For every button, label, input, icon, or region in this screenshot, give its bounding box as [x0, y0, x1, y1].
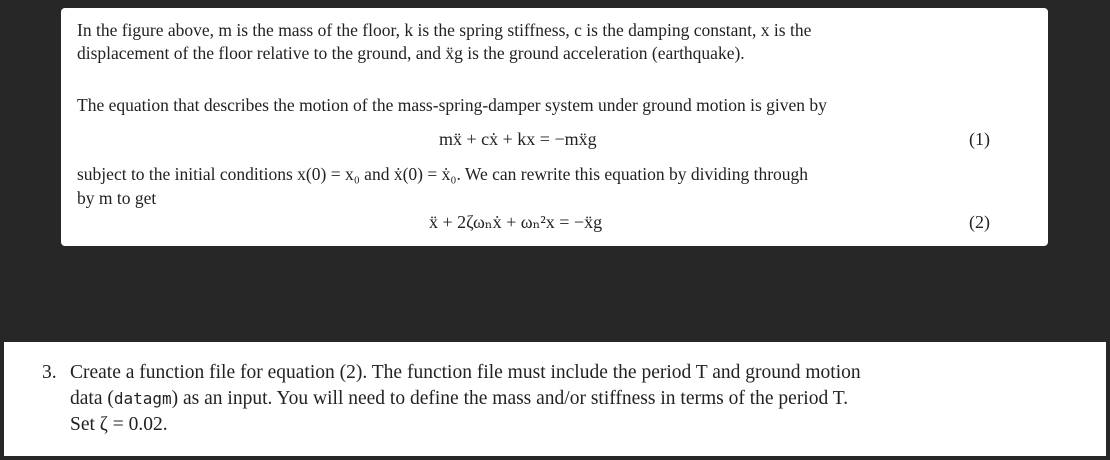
intro-line-1: In the figure above, m is the mass of the floor, k is the spring stiffness, c is the damping constant, x is the — [77, 20, 812, 40]
initial-conditions-line-2: by m to get — [77, 188, 157, 208]
code-identifier-datagm: datagm — [113, 389, 172, 408]
intro-line-2: displacement of the floor relative to the ground, and ẍg is the ground acceleration (earthquake). — [77, 43, 745, 63]
question-line-3: Set ζ = 0.02. — [70, 414, 168, 435]
text-panel-equations — [61, 8, 1048, 246]
equation-1-number: (1) — [969, 129, 990, 149]
question-number: 3. — [42, 362, 57, 383]
question-line-1: Create a function file for equation (2). The function file must include the period T and ground motion — [70, 362, 861, 383]
text-panel-question — [4, 342, 1106, 456]
question-line-2-suffix: ) as an input. You will need to define the mass and/or stiffness in terms of the period T. — [171, 388, 849, 409]
question-line-2-prefix: data ( — [70, 388, 114, 409]
initial-conditions-line-1: subject to the initial conditions x(0) = x₀ and ẋ(0) = ẋ₀. We can rewrite this equation by dividing through — [77, 164, 809, 184]
question-line-2 — [70, 387, 848, 411]
equation-2: ẍ + 2ζωₙẋ + ωₙ²x = −ẍg — [429, 212, 603, 232]
equation-2-number: (2) — [969, 212, 990, 232]
motion-lead-text: The equation that describes the motion of the mass-spring-damper system under ground motion is given by — [77, 95, 827, 115]
equation-1: mẍ + cẋ + kx = −mẍg — [439, 129, 597, 149]
